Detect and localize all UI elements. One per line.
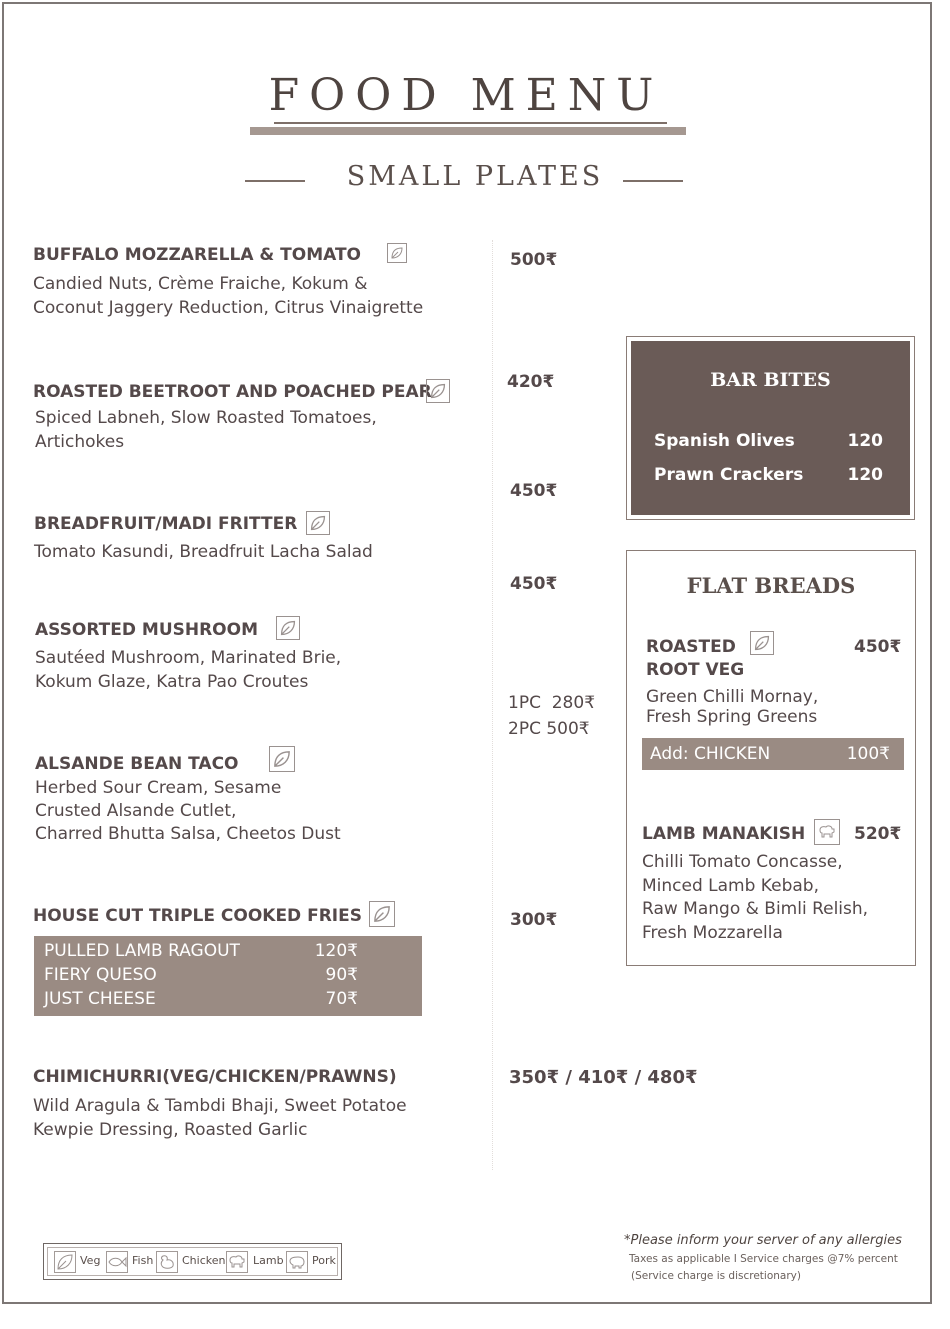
flat-bread-price: 520₹: [854, 824, 902, 844]
legend-label-pork: Pork: [312, 1254, 336, 1267]
menu-item-description: Tomato Kasundi, Breadfruit Lacha Salad: [34, 542, 373, 562]
menu-item-price: 300₹: [510, 910, 558, 930]
veg-leaf-icon: [306, 511, 330, 535]
flat-bread-name: LAMB MANAKISH: [642, 824, 806, 844]
legend-label-veg: Veg: [80, 1254, 101, 1267]
column-divider: [492, 240, 493, 1170]
legend-inner-border: [47, 1247, 338, 1276]
lamb-icon: [226, 1251, 248, 1273]
veg-leaf-icon: [426, 379, 450, 403]
dietary-legend: [43, 1243, 342, 1280]
flat-bread-price: 450₹: [854, 637, 902, 657]
bar-bites-item-name: Prawn Crackers: [654, 465, 804, 485]
pork-icon: [286, 1251, 308, 1273]
legend-label-lamb: Lamb: [253, 1254, 284, 1267]
bar-bites-item-price: 120: [847, 431, 883, 451]
menu-item-name: HOUSE CUT TRIPLE COOKED FRIES: [33, 906, 362, 926]
subtitle-rule-left: [245, 180, 305, 182]
chicken-icon: [156, 1251, 178, 1273]
menu-item-price-1pc: 1PC 280₹: [508, 693, 596, 713]
flat-bread-description: Green Chilli Mornay, Fresh Spring Greens: [646, 687, 819, 727]
section-title: SMALL PLATES: [346, 161, 604, 192]
bar-bites-panel: [631, 341, 910, 515]
menu-item-name: ROASTED BEETROOT AND POACHED PEAR: [33, 382, 432, 402]
menu-item-name: BREADFRUIT/MADI FRITTER: [34, 514, 298, 534]
menu-item-price: 350₹ / 410₹ / 480₹: [509, 1067, 698, 1088]
flat-bread-name-line2: ROOT VEG: [646, 660, 745, 680]
menu-item-name: CHIMICHURRI(VEG/CHICKEN/PRAWNS): [33, 1067, 397, 1087]
menu-item-name: ASSORTED MUSHROOM: [35, 620, 259, 640]
flat-breads-box: [626, 550, 916, 966]
legend-label-fish: Fish: [132, 1254, 154, 1267]
menu-item-name: BUFFALO MOZZARELLA & TOMATO: [33, 245, 362, 265]
menu-item-price: 420₹: [507, 372, 555, 392]
addon-label: PULLED LAMB RAGOUT: [44, 941, 240, 961]
flat-bread-description: Chilli Tomato Concasse, Minced Lamb Kebab, Raw Mango & Bimli Relish, Fresh Mozzarella: [642, 852, 869, 943]
veg-leaf-icon: [54, 1251, 76, 1273]
addon-label: Add: CHICKEN: [650, 744, 771, 764]
menu-item-price: 500₹: [510, 250, 558, 270]
addon-price: 90₹: [325, 965, 358, 985]
menu-item-description: Herbed Sour Cream, Sesame Crusted Alsande Cutlet, Charred Bhutta Salsa, Cheetos Dust: [35, 778, 341, 844]
menu-item-name: ALSANDE BEAN TACO: [35, 754, 239, 774]
bar-bites-item-name: Spanish Olives: [654, 431, 795, 451]
menu-item-description: Spiced Labneh, Slow Roasted Tomatoes, Artichokes: [35, 408, 377, 452]
addon-price: 120₹: [314, 941, 358, 961]
menu-item-description: Candied Nuts, Crème Fraiche, Kokum & Coconut Jaggery Reduction, Citrus Vinaigrette: [33, 274, 424, 318]
veg-leaf-icon: [269, 746, 295, 772]
menu-item-description: Wild Aragula & Tambdi Bhaji, Sweet Potatoe Kewpie Dressing, Roasted Garlic: [33, 1096, 407, 1140]
addon-label: JUST CHEESE: [44, 989, 156, 1009]
flat-bread-name: ROASTED: [646, 637, 736, 657]
veg-leaf-icon: [750, 631, 774, 655]
service-charge-note: (Service charge is discretionary): [631, 1270, 801, 1282]
legend-label-chicken: Chicken: [182, 1254, 226, 1267]
bar-bites-item-price: 120: [847, 465, 883, 485]
menu-item-price: 450₹: [510, 481, 558, 501]
menu-item-price: 450₹: [510, 574, 558, 594]
fries-addons-box: [34, 936, 422, 1016]
bar-bites-box: [626, 336, 915, 520]
veg-leaf-icon: [369, 901, 395, 927]
menu-item-price-2pc: 2PC 500₹: [508, 719, 590, 739]
veg-leaf-icon: [276, 616, 300, 640]
menu-item-description: Sautéed Mushroom, Marinated Brie, Kokum Glaze, Katra Pao Croutes: [35, 648, 342, 692]
flat-breads-title: FLAT BREADS: [686, 573, 856, 598]
title-underline: [274, 122, 667, 124]
tax-note: Taxes as applicable I Service charges @7% percent: [629, 1253, 898, 1265]
addon-price: 100₹: [846, 744, 890, 764]
title-underline-bar: [250, 127, 686, 135]
lamb-icon: [814, 819, 840, 845]
fish-icon: [106, 1251, 128, 1273]
addon-label: FIERY QUESO: [44, 965, 157, 985]
allergy-note: *Please inform your server of any allergies: [624, 1233, 902, 1248]
veg-leaf-icon: [387, 243, 407, 263]
bar-bites-title: BAR BITES: [710, 369, 831, 391]
subtitle-rule-right: [623, 180, 683, 182]
flat-bread-addon-box: [642, 738, 904, 770]
addon-price: 70₹: [325, 989, 358, 1009]
menu-title: FOOD MENU: [268, 70, 664, 121]
